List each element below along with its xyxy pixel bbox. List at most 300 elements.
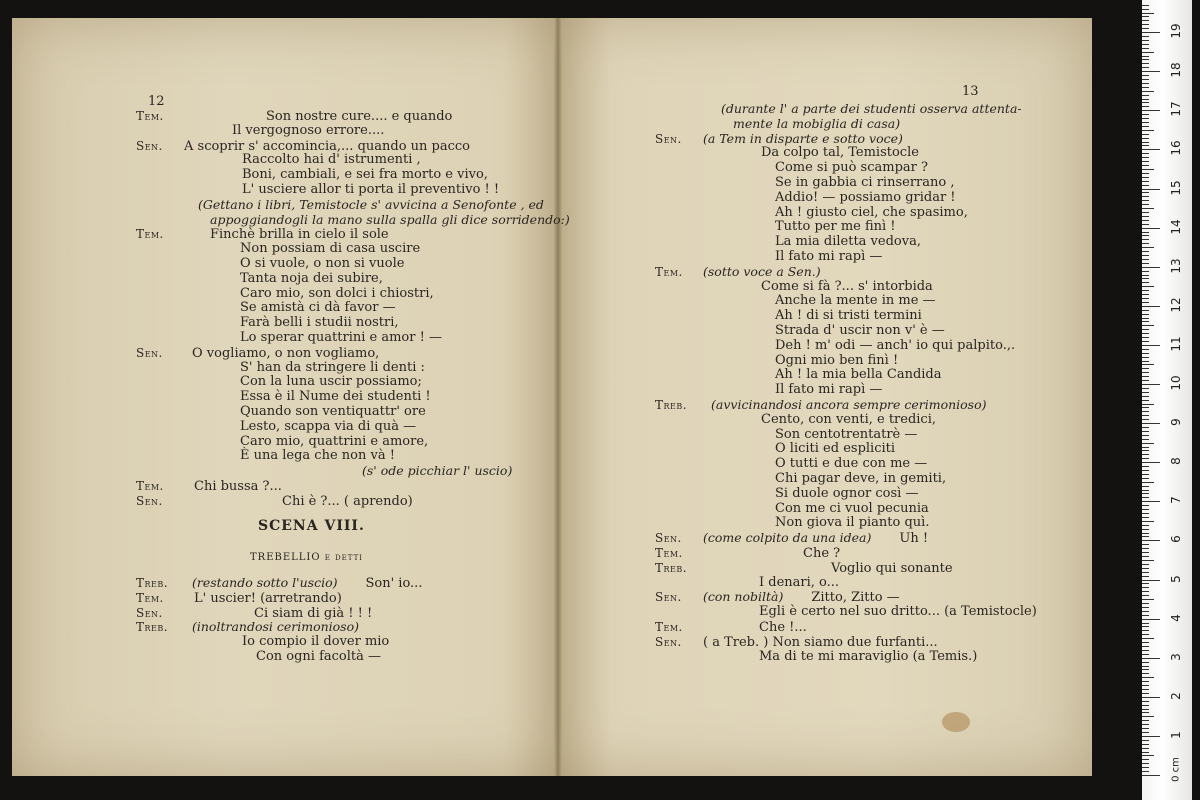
verse-text: Non possiam di casa uscire [240,241,421,257]
ruler-tick [1142,529,1149,530]
text-line [655,515,929,531]
speaker-label: Tem. [136,227,164,242]
ruler-tick [1142,177,1149,178]
ruler-tick [1142,282,1149,283]
ruler-tick [1142,138,1149,139]
ruler-tick [1142,450,1149,451]
ruler-tick [1142,423,1160,424]
ruler-tick [1142,392,1149,393]
ruler-tick [1142,771,1149,772]
ruler-tick [1142,431,1149,432]
ruler-tick [1142,13,1154,14]
ruler-tick [1142,712,1149,713]
ruler-number: 11 [1169,336,1183,352]
ruler-tick [1142,40,1149,41]
ruler-tick [1142,536,1149,537]
ruler-tick [1142,181,1149,182]
ruler-tick [1142,607,1149,608]
ruler-tick [1142,153,1149,154]
speaker-label: Sen. [136,345,163,360]
ruler-tick [1142,59,1149,60]
ruler-tick [1142,263,1149,264]
ruler-tick [1142,118,1149,119]
ruler-number: 5 [1169,574,1183,583]
ruler-tick [1142,658,1160,659]
ruler-tick [1142,556,1149,557]
text-line [136,389,431,405]
ruler-tick [1142,505,1149,506]
ruler-tick [1142,224,1149,225]
ruler-tick [1142,361,1149,362]
ruler-tick [1142,591,1149,592]
ruler-tick [1142,372,1149,373]
verse-text: Io compio il dover mio [242,634,390,650]
text-line [655,190,956,206]
ruler-number: 16 [1169,140,1183,157]
ruler-tick [1142,333,1149,334]
ruler-number: 15 [1169,179,1183,196]
text-line [136,315,399,331]
ruler-tick [1142,521,1154,522]
ruler-tick [1142,552,1149,553]
stage-direction: appoggiandogli la mano sulla spalla gli dice sorridendo:) [210,211,570,227]
text-line [655,382,882,398]
speaker-label: Sen. [136,493,163,508]
ruler-tick [1142,638,1154,639]
ruler-tick [1142,728,1149,729]
scene-heading: SCENA VIII. [258,518,365,534]
verse-text: Chi è ?... ( aprendo) [282,493,413,509]
ruler-tick [1142,576,1149,577]
ruler-tick [1142,216,1149,217]
ruler-tick [1142,544,1149,545]
ruler-tick [1142,341,1149,342]
ruler-number: 13 [1169,258,1183,274]
ruler-tick [1142,435,1149,436]
verse-text: La mia diletta vedova, [775,234,921,250]
ruler-tick [1142,75,1149,76]
ruler-tick [1142,595,1149,596]
ruler-tick [1142,587,1149,588]
verse-text: Con me ci vuol pecunia [775,500,929,516]
ruler-tick [1142,497,1149,498]
ruler-tick [1142,345,1160,346]
ruler-tick [1142,509,1149,510]
ruler-tick [1142,540,1160,541]
ruler-tick [1142,259,1149,260]
ruler-tick [1142,732,1149,733]
ruler-tick [1142,67,1149,68]
verse-text: Anche la mente in me — [775,293,936,309]
ruler-tick [1142,63,1149,64]
verse-text: O liciti ed espliciti [775,441,896,457]
ruler-tick [1142,736,1160,737]
verse-text: Ah ! giusto ciel, che spasimo, [775,204,968,220]
verse-text: Il vergognoso errore.... [232,122,385,138]
ruler-tick [1142,145,1149,146]
speaker-label: Treb. [136,620,169,635]
ruler-tick [1142,189,1160,190]
ruler-tick [1142,388,1149,389]
ruler-tick [1142,630,1149,631]
text-line [655,367,942,383]
ruler-tick [1142,548,1149,549]
text-line [136,448,395,464]
text-line [136,330,442,346]
text-line [136,182,499,198]
ruler-tick [1142,513,1149,514]
speaker-label: Treb. [655,560,688,575]
ruler-tick [1142,478,1149,479]
page-number-right: 13 [962,84,979,99]
ruler-tick [1142,48,1149,49]
speaker-label: Tem. [136,590,164,605]
text-line [136,241,420,257]
stage-direction: (sotto voce a Sen.) [703,263,821,279]
ruler-tick [1142,646,1149,647]
text-line [655,323,945,339]
text-line [136,360,425,376]
verse-text: Voglio qui sonante [831,560,953,576]
ruler-tick [1142,407,1149,408]
ruler-tick [1142,752,1149,753]
ruler-tick [1142,5,1149,6]
ruler-tick [1142,185,1149,186]
ruler-tick [1142,130,1154,131]
ruler-number: 1 [1169,731,1183,739]
text-line [136,374,422,390]
ruler-tick [1142,474,1149,475]
stage-direction: (Gettano i libri, Temistocle s' avvicina a Senofonte , ed [198,196,544,212]
ruler-number: 2 [1169,691,1183,700]
ruler-tick [1142,36,1149,37]
ruler-tick [1142,122,1149,123]
ruler-tick [1142,564,1149,565]
ruler-tick [1142,325,1154,326]
text-line [655,427,917,443]
ruler-tick [1142,368,1149,369]
ruler-tick [1142,716,1154,717]
ruler-tick [1142,267,1160,268]
text-line [655,160,928,176]
ruler-tick [1142,91,1154,92]
ruler-tick [1142,740,1149,741]
ruler-tick [1142,720,1149,721]
ruler-tick [1142,626,1149,627]
ruler-tick [1142,568,1149,569]
speaker-label: Sen. [136,605,163,620]
ruler-tick [1142,724,1149,725]
speaker-label: Tem. [655,264,683,279]
ruler-tick [1142,689,1149,690]
ruler-tick [1142,400,1149,401]
paper-stain [942,712,970,732]
ruler-number: 7 [1169,496,1183,505]
verse-text: Finchè brilla in cielo il sole [210,227,389,243]
verse-text: ( a Treb. ) Non siamo due furfanti... [703,634,938,650]
verse-text: Cento, con venti, e tredici, [761,411,937,427]
verse-text: S' han da stringere li denti : [240,359,425,375]
ruler-tick [1142,533,1149,534]
verse-text: Strada d' uscir non v' è — [775,323,945,338]
ruler-number: 10 [1169,375,1183,391]
ruler-tick [1142,560,1154,561]
ruler-number: 6 [1169,535,1183,544]
text-line [655,338,1015,354]
verse-text: Essa è il Nume dei studenti ! [240,389,431,405]
ruler-tick [1142,44,1149,45]
page-number-left: 12 [148,94,165,109]
ruler-tick [1142,619,1160,620]
verse-text: Se amistà ci dà favor — [240,300,396,316]
ruler-tick [1142,204,1149,205]
ruler-number: 3 [1169,652,1183,661]
verse-text: O tutti e due con me — [775,456,928,472]
ruler-tick [1142,306,1160,307]
text-line [136,404,426,420]
ruler-tick [1142,709,1149,710]
ruler-tick [1142,278,1149,279]
text-line [655,604,1037,620]
ruler-tick [1142,321,1149,322]
ruler-tick [1142,384,1160,385]
ruler-tick [1142,486,1149,487]
text-line [136,123,384,139]
ruler-tick [1142,454,1149,455]
ruler-tick [1142,302,1149,303]
ruler-tick [1142,650,1149,651]
text-line [655,175,954,191]
stage-direction: (a Tem in disparte e sotto voce) [703,130,903,146]
ruler-tick [1142,110,1160,111]
ruler-tick [1142,583,1149,584]
text-line [136,152,421,168]
ruler-tick [1142,235,1149,236]
text-line [655,293,936,309]
ruler-number: 8 [1169,457,1183,466]
ruler-tick [1142,157,1149,158]
ruler-tick [1142,669,1149,670]
verse-text: Ogni mio ben finì ! [775,352,899,368]
verse-text: Son nostre cure.... e quando [266,109,453,124]
verse-text: Da colpo tal, Temistocle [761,145,919,161]
text-line [655,649,977,665]
text-line [136,271,383,287]
ruler-tick [1142,255,1149,256]
verse-text: Ci siam di già ! ! ! [254,605,373,621]
ruler-tick [1142,634,1149,635]
stage-direction: (restando sotto l'uscio) [192,575,338,590]
ruler-tick [1142,126,1149,127]
ruler-tick [1142,775,1160,776]
ruler-tick [1142,228,1160,229]
speaker-label: Sen. [136,138,163,153]
text-line [136,300,396,316]
ruler-tick [1142,106,1149,107]
verse-text: Zitto, Zitto — [811,590,900,606]
ruler-tick [1142,493,1149,494]
ruler-tick [1142,685,1149,686]
ruler-tick [1142,701,1149,702]
ruler-tick [1142,466,1149,467]
verse-text: Caro mio, son dolci i chiostri, [240,285,434,301]
ruler-tick [1142,99,1149,100]
ruler-tick [1142,697,1160,698]
verse-text: È una lega che non và ! [240,448,395,464]
ruler-tick [1142,404,1154,405]
text-line [655,471,946,487]
text-line [136,286,434,302]
verse-text: Come si fà ?... s' intorbida [761,278,933,294]
text-line [655,441,895,457]
ruler-tick [1142,447,1149,448]
verse-text: I denari, o... [759,574,840,590]
ruler-tick [1142,71,1160,72]
ruler-tick [1142,357,1149,358]
text-line [655,501,929,517]
ruler-tick [1142,419,1149,420]
stage-direction: mente la mobiglia di casa) [733,115,901,131]
speaker-label: Sen. [655,590,682,605]
verse-text: Se in gabbia ci rinserrano , [775,175,955,190]
ruler-tick [1142,52,1154,53]
verse-text: Tanta noja dei subire, [240,270,383,286]
text-line [655,145,919,161]
ruler-tick [1142,239,1149,240]
ruler-tick [1142,286,1154,287]
text-line [655,353,898,369]
verse-text: Con la luna uscir possiamo; [240,374,422,390]
verse-text: L' uscier! (arretrando) [194,590,342,606]
ruler-tick [1142,755,1154,756]
speaker-label: Treb. [136,576,169,590]
text-line [655,249,882,265]
ruler-tick [1142,427,1149,428]
ruler-tick [1142,32,1160,33]
verse-text: Caro mio, quattrini e amore, [240,433,429,449]
verse-text: Come si può scampar ? [775,160,928,176]
verse-text: Son' io... [365,576,423,591]
ruler-tick [1142,243,1149,244]
verse-text: Che !... [759,620,807,635]
verse-text: Ah ! la mia bella Candida [775,367,942,383]
ruler-tick [1142,572,1149,573]
ruler-tick [1142,470,1149,471]
ruler-tick [1142,169,1154,170]
verse-text: Quando son ventiquattr' ore [240,404,426,419]
ruler-tick [1142,364,1154,365]
ruler-tick [1142,200,1149,201]
speaker-label: Tem. [655,620,683,634]
ruler-tick [1142,763,1149,764]
text-line [136,167,488,183]
verse-text: Chi pagar deve, in gemiti, [775,471,947,486]
ruler-tick [1142,580,1160,581]
ruler-tick [1142,24,1149,25]
ruler-number: 19 [1169,23,1183,39]
ruler-tick [1142,611,1149,612]
ruler-tick [1142,251,1149,252]
verse-text: Addio! — possiamo gridar ! [775,189,956,205]
ruler-tick [1142,642,1149,643]
ruler-tick [1142,693,1149,694]
text-line [655,456,927,472]
ruler-tick [1142,759,1149,760]
ruler-tick [1142,290,1149,291]
ruler-number: 9 [1169,418,1183,426]
ruler-tick [1142,337,1149,338]
ruler-tick [1142,212,1149,213]
ruler-tick [1142,298,1149,299]
ruler-tick [1142,20,1149,21]
stage-direction: (durante l' a parte dei studenti osserva attenta- [721,101,1022,116]
ruler-tick [1142,114,1149,115]
ruler-tick [1142,196,1149,197]
ruler-tick [1142,208,1154,209]
ruler-tick [1142,615,1149,616]
ruler-unit-label: 0 cm [1170,757,1182,782]
scene-subheading: TREBELLIO e detti [250,552,363,563]
ruler-tick [1142,349,1149,350]
ruler-tick [1142,462,1160,463]
ruler-tick [1142,501,1160,502]
ruler-tick [1142,173,1149,174]
ruler-tick [1142,83,1149,84]
ruler-tick [1142,673,1149,674]
ruler-tick [1142,16,1149,17]
ruler-number: 17 [1169,101,1183,117]
ruler-tick [1142,681,1149,682]
ruler-tick [1142,329,1149,330]
ruler-tick [1142,677,1154,678]
ruler-tick [1142,271,1149,272]
text-line [655,279,933,295]
speaker-label: Sen. [655,531,682,546]
verse-text: Deh ! m' odi — anch' io qui palpito.,. [775,337,1016,353]
ruler-tick [1142,149,1160,150]
speaker-label: Tem. [136,109,164,123]
ruler-tick [1142,28,1149,29]
text-line [655,205,968,221]
ruler-tick [1142,161,1149,162]
ruler-tick [1142,102,1149,103]
verse-text: O vogliamo, o non vogliamo, [192,345,380,361]
stage-direction: (inoltrandosi cerimonioso) [192,619,360,635]
book-gutter [554,18,562,776]
verse-text: Uh ! [899,531,929,547]
verse-text: Che ? [803,546,841,561]
ruler-tick [1142,415,1149,416]
ruler-tick [1142,517,1149,518]
verse-text: Tutto per me finì ! [775,219,896,235]
ruler-tick [1142,87,1149,88]
ruler-tick [1142,142,1149,143]
stage-direction: (con nobiltà) [703,589,784,605]
ruler-tick [1142,748,1149,749]
ruler-tick [1142,95,1149,96]
ruler-tick [1142,247,1154,248]
speaker-label: Tem. [655,546,683,560]
verse-text: O si vuole, o non si vuole [240,256,405,271]
ruler-tick [1142,294,1149,295]
ruler-tick [1142,380,1149,381]
ruler-tick [1142,275,1149,276]
stage-direction: (avvicinandosi ancora sempre cerimonioso) [711,397,987,412]
verse-text: Lo sperar quattrini e amor ! — [240,330,442,345]
verse-text: Son centotrentatrè — [775,426,918,442]
ruler-tick [1142,482,1154,483]
text-line [655,308,922,324]
